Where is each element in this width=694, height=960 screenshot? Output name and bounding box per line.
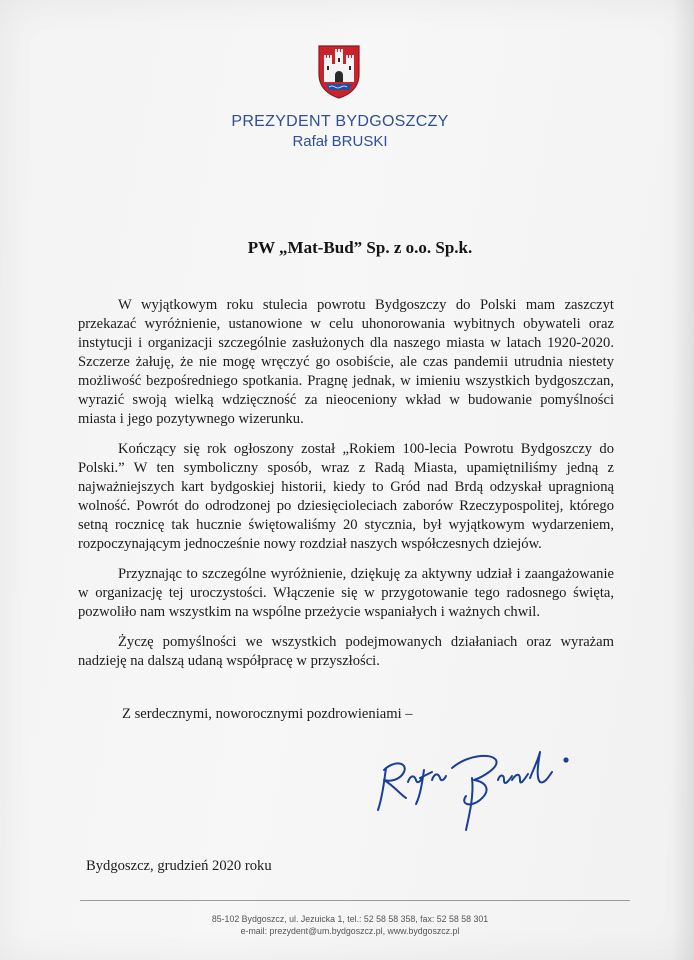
paragraph-3: Przyznając to szczególne wyróżnienie, dziękuję za aktywny udział i zaangażowanie w organizację tej uroczystości. Włączenie się w przygotowanie tego radosnego święta, pozwoliło nam wszystkim na wspólne przeżycie wspaniałych i ważnych chwil. — [78, 566, 614, 620]
addressee: PW „Mat-Bud” Sp. z o.o. Sp.k. — [247, 238, 473, 257]
letterhead-name: Rafał BRUSKI — [292, 133, 388, 150]
closing-greeting: Z serdecznymi, noworocznymi pozdrowieniami – — [122, 706, 413, 722]
footer-contact: e-mail: prezydent@um.bydgoszcz.pl, www.bydgoszcz.pl — [240, 926, 460, 936]
footer — [150, 913, 550, 937]
place-and-date: Bydgoszcz, grudzień 2020 roku — [86, 858, 272, 874]
paragraph-4: Życzę pomyślności we wszystkich podejmowanych działaniach oraz wyrażam nadzieję na dalszą udaną współpracę w przyszłości. — [78, 634, 614, 669]
letter-body — [78, 296, 614, 682]
handwritten-signature-icon — [370, 738, 590, 838]
footer-divider — [80, 900, 630, 901]
paragraph-1: W wyjątkowym roku stulecia powrotu Bydgoszczy do Polski mam zaszczyt przekazać wyróżnienie, ustanowione w celu uhonorowania wybitnych obywateli oraz instytucji i organizacji szczególnie zasłużonych dla naszego miasta w latach 1920-2020. Szczerze żałuję, że nie mogę wręczyć go osobiście, ale czas pandemii utrudnia niestety możliwość bezpośredniego spotkania. Pragnę jednak, w imieniu wszystkich bydgoszczan, wyrazić swoją wielką wdzięczność za nieoceniony wkład w budowanie pomyślności miasta i jego pozytywnego wizerunku. — [78, 297, 614, 427]
letterhead-office: PREZYDENT BYDGOSZCZY — [231, 113, 449, 130]
footer-address: 85-102 Bydgoszcz, ul. Jezuicka 1, tel.: 52 58 58 358, fax: 52 58 58 301 — [211, 914, 489, 924]
paragraph-2: Kończący się rok ogłoszony został „Rokiem 100-lecia Powrotu Bydgoszczy do Polski.” W ten symboliczny sposób, wraz z Radą Miasta, upamiętniliśmy jedną z najważniejszych kart bydgoskiej historii, kiedy to Gród nad Brdą odzyskał upragnioną wolność. Powrót do odrodzonej po dziesięcioleciach zaborów Rzeczypospolitej, którego setną rocznicę tak hucznie świętowaliśmy 20 stycznia, był wyjątkowym wydarzeniem, rozpoczynającym jednocześnie nowy rozdział naszych współczesnych dziejów. — [78, 441, 614, 552]
bydgoszcz-coat-of-arms-icon — [316, 44, 362, 100]
letterhead — [180, 112, 500, 152]
